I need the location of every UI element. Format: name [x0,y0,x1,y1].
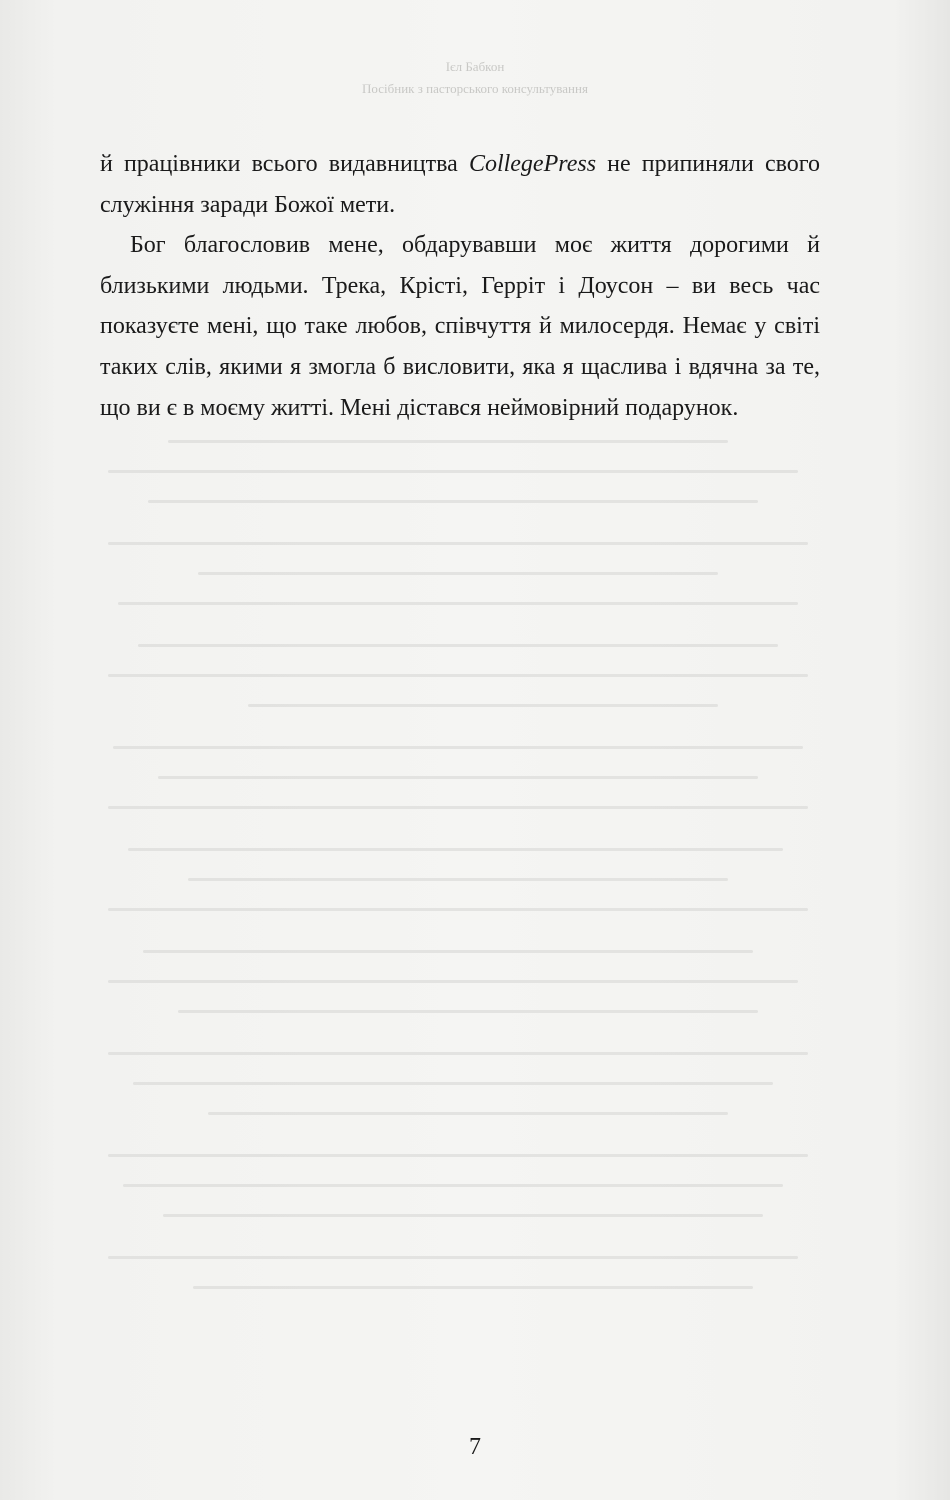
bleed-through-text [108,440,818,1340]
bleed-through-line [113,746,803,749]
bleed-through-line [178,1010,758,1013]
paragraph-1-part-1: й працівники всього видавництва [100,151,469,177]
bleed-through-line [108,980,798,983]
publisher-name: CollegePress [468,151,597,177]
bleed-through-line [248,704,718,707]
bleed-through-line [168,440,728,443]
running-header-subtitle: Посібник з пасторського консультування [362,81,588,96]
bleed-through-line [123,1184,783,1187]
bleed-through-line [133,1082,773,1085]
body-text [100,144,820,428]
bleed-through-line [108,806,808,809]
bleed-through-line [198,572,718,575]
bleed-through-line [118,602,798,605]
paragraph-2 [100,225,820,428]
bleed-through-line [143,950,753,953]
bleed-through-line [128,848,783,851]
bleed-through-line [148,500,758,503]
bleed-through-line [108,542,808,545]
bleed-through-line [108,674,808,677]
bleed-through-line [108,1052,808,1055]
bleed-through-line [158,776,758,779]
paragraph-1-part-2: не припиняли свого служіння заради Божої мети. [100,151,821,218]
bleed-through-line [108,1154,808,1157]
bleed-through-line [108,908,808,911]
paragraph-2-text: Бог благословив мене, обдарувавши моє життя дорогими й близькими людьми. Трека, Крісті, Герріт і Доусон – ви весь час показуєте мені, що таке любов, співчуття й милосердя. Немає у світі таких слів, якими я змогла б висловити, яка я щаслива і вдячна за те, що ви є в моєму житті. Мені дістався неймовірний подарунок. [100,232,820,421]
page-number: 7 [469,1434,481,1460]
running-header [0,56,950,100]
bleed-through-line [193,1286,753,1289]
bleed-through-line [138,644,778,647]
running-header-author: Ієл Бабкон [445,59,505,74]
bleed-through-line [108,470,798,473]
bleed-through-line [108,1256,798,1259]
bleed-through-line [208,1112,728,1115]
bleed-through-line [163,1214,763,1217]
bleed-through-line [188,878,728,881]
paragraph-1 [100,144,820,225]
